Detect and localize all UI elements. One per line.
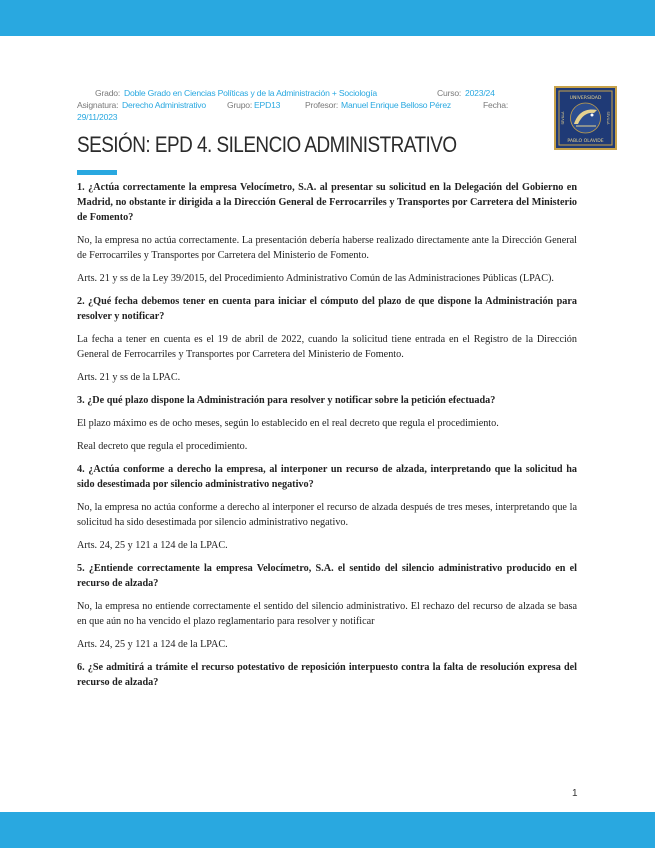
answer-paragraph: El plazo máximo es de ocho meses, según lo establecido en el real decreto que regula el procedimiento. — [77, 418, 499, 429]
university-logo — [554, 86, 617, 150]
answer-paragraph: La fecha a tener en cuenta es el 19 de abril de 2022, cuando la solicitud tiene entrada en el Registro de la Dirección General de Ferrocarriles y Transportes por Carretera del Ministerio de Fomento. — [77, 334, 577, 360]
question-paragraph: 3. ¿De qué plazo dispone la Administración para resolver y notificar sobre la petición efectuada? — [77, 395, 496, 406]
logo-top-text: UNIVERSIDAD — [569, 96, 602, 101]
top-color-bar — [0, 0, 655, 36]
answer-paragraph: Arts. 24, 25 y 121 a 124 de la LPAC. — [77, 540, 228, 551]
header-row-1 — [77, 87, 547, 99]
grupo-value: EPD13 — [254, 100, 281, 110]
answer-paragraph: Real decreto que regula el procedimiento. — [77, 441, 248, 452]
university-seal-icon — [556, 88, 615, 148]
header-row-2 — [77, 99, 547, 111]
question-paragraph: 5. ¿Entiende correctamente la empresa Velocímetro, S.A. el sentido del silencio administrativo producido en el recurso de alzada? — [77, 563, 577, 589]
grado-value: Doble Grado en Ciencias Políticas y de la Administración + Sociología — [124, 88, 377, 98]
question-paragraph: 4. ¿Actúa conforme a derecho la empresa, al interponer un recurso de alzada, interpretando que la solicitud ha sido desestimada por silencio administrativo negativo? — [77, 464, 577, 490]
answer-paragraph: No, la empresa no actúa conforme a derecho al interponer el recurso de alzada después de tres meses, interpretando que la solicitud ha sido desestimada por silencio administrativo negativo. — [77, 502, 577, 528]
session-title: SESIÓN: EPD 4. SILENCIO ADMINISTRATIVO — [77, 132, 457, 157]
fecha-label: Fecha: — [483, 100, 509, 110]
curso-label: Curso: — [437, 88, 462, 98]
logo-side-left: SEVILLA — [561, 111, 565, 125]
profesor-value: Manuel Enrique Belloso Pérez — [341, 100, 452, 110]
header-row-3 — [77, 111, 547, 123]
fecha-value: 29/11/2023 — [77, 112, 118, 122]
question-paragraph: 1. ¿Actúa correctamente la empresa Velocímetro, S.A. al presentar su solicitud en la Delegación del Gobierno en Madrid, no obstante ir dirigida a la Dirección General de Ferrocarriles y Transportes por Carretera del Ministerio de Fomento? — [77, 182, 577, 223]
title-accent-bar — [77, 170, 117, 175]
asignatura-label: Asignatura: — [77, 100, 119, 110]
logo-bottom-text: PABLO OLAVIDE — [567, 139, 604, 144]
logo-side-right: SEVILLA — [606, 111, 610, 125]
grupo-label: Grupo: — [227, 100, 253, 110]
answer-paragraph: Arts. 24, 25 y 121 a 124 de la LPAC. — [77, 639, 228, 650]
answer-paragraph: Arts. 21 y ss de la LPAC. — [77, 372, 181, 383]
question-paragraph: 6. ¿Se admitirá a trámite el recurso potestativo de reposición interpuesto contra la falta de resolución expresa del recurso de alzada? — [77, 662, 577, 688]
answer-paragraph: No, la empresa no entiende correctamente el sentido del silencio administrativo. El rechazo del recurso de alzada se basa en que aún no ha vencido el plazo reglamentario para resolver y notificar — [77, 601, 577, 627]
profesor-label: Profesor: — [305, 100, 339, 110]
document-header — [77, 87, 547, 123]
document-body — [77, 180, 577, 698]
page-number: 1 — [572, 788, 578, 799]
question-paragraph: 2. ¿Qué fecha debemos tener en cuenta para iniciar el cómputo del plazo de que dispone la Administración para resolver y notificar? — [77, 296, 577, 322]
curso-value: 2023/24 — [465, 88, 495, 98]
asignatura-value: Derecho Administrativo — [122, 100, 206, 110]
answer-paragraph: Arts. 21 y ss de la Ley 39/2015, del Procedimiento Administrativo Común de las Administraciones Públicas (LPAC). — [77, 273, 554, 284]
grado-label: Grado: — [95, 88, 121, 98]
answer-paragraph: No, la empresa no actúa correctamente. La presentación debería haberse realizado directamente ante la Dirección General de Ferrocarriles y Transportes por Carretera del Ministerio de Fomento. — [77, 235, 577, 261]
bottom-color-bar — [0, 812, 655, 848]
